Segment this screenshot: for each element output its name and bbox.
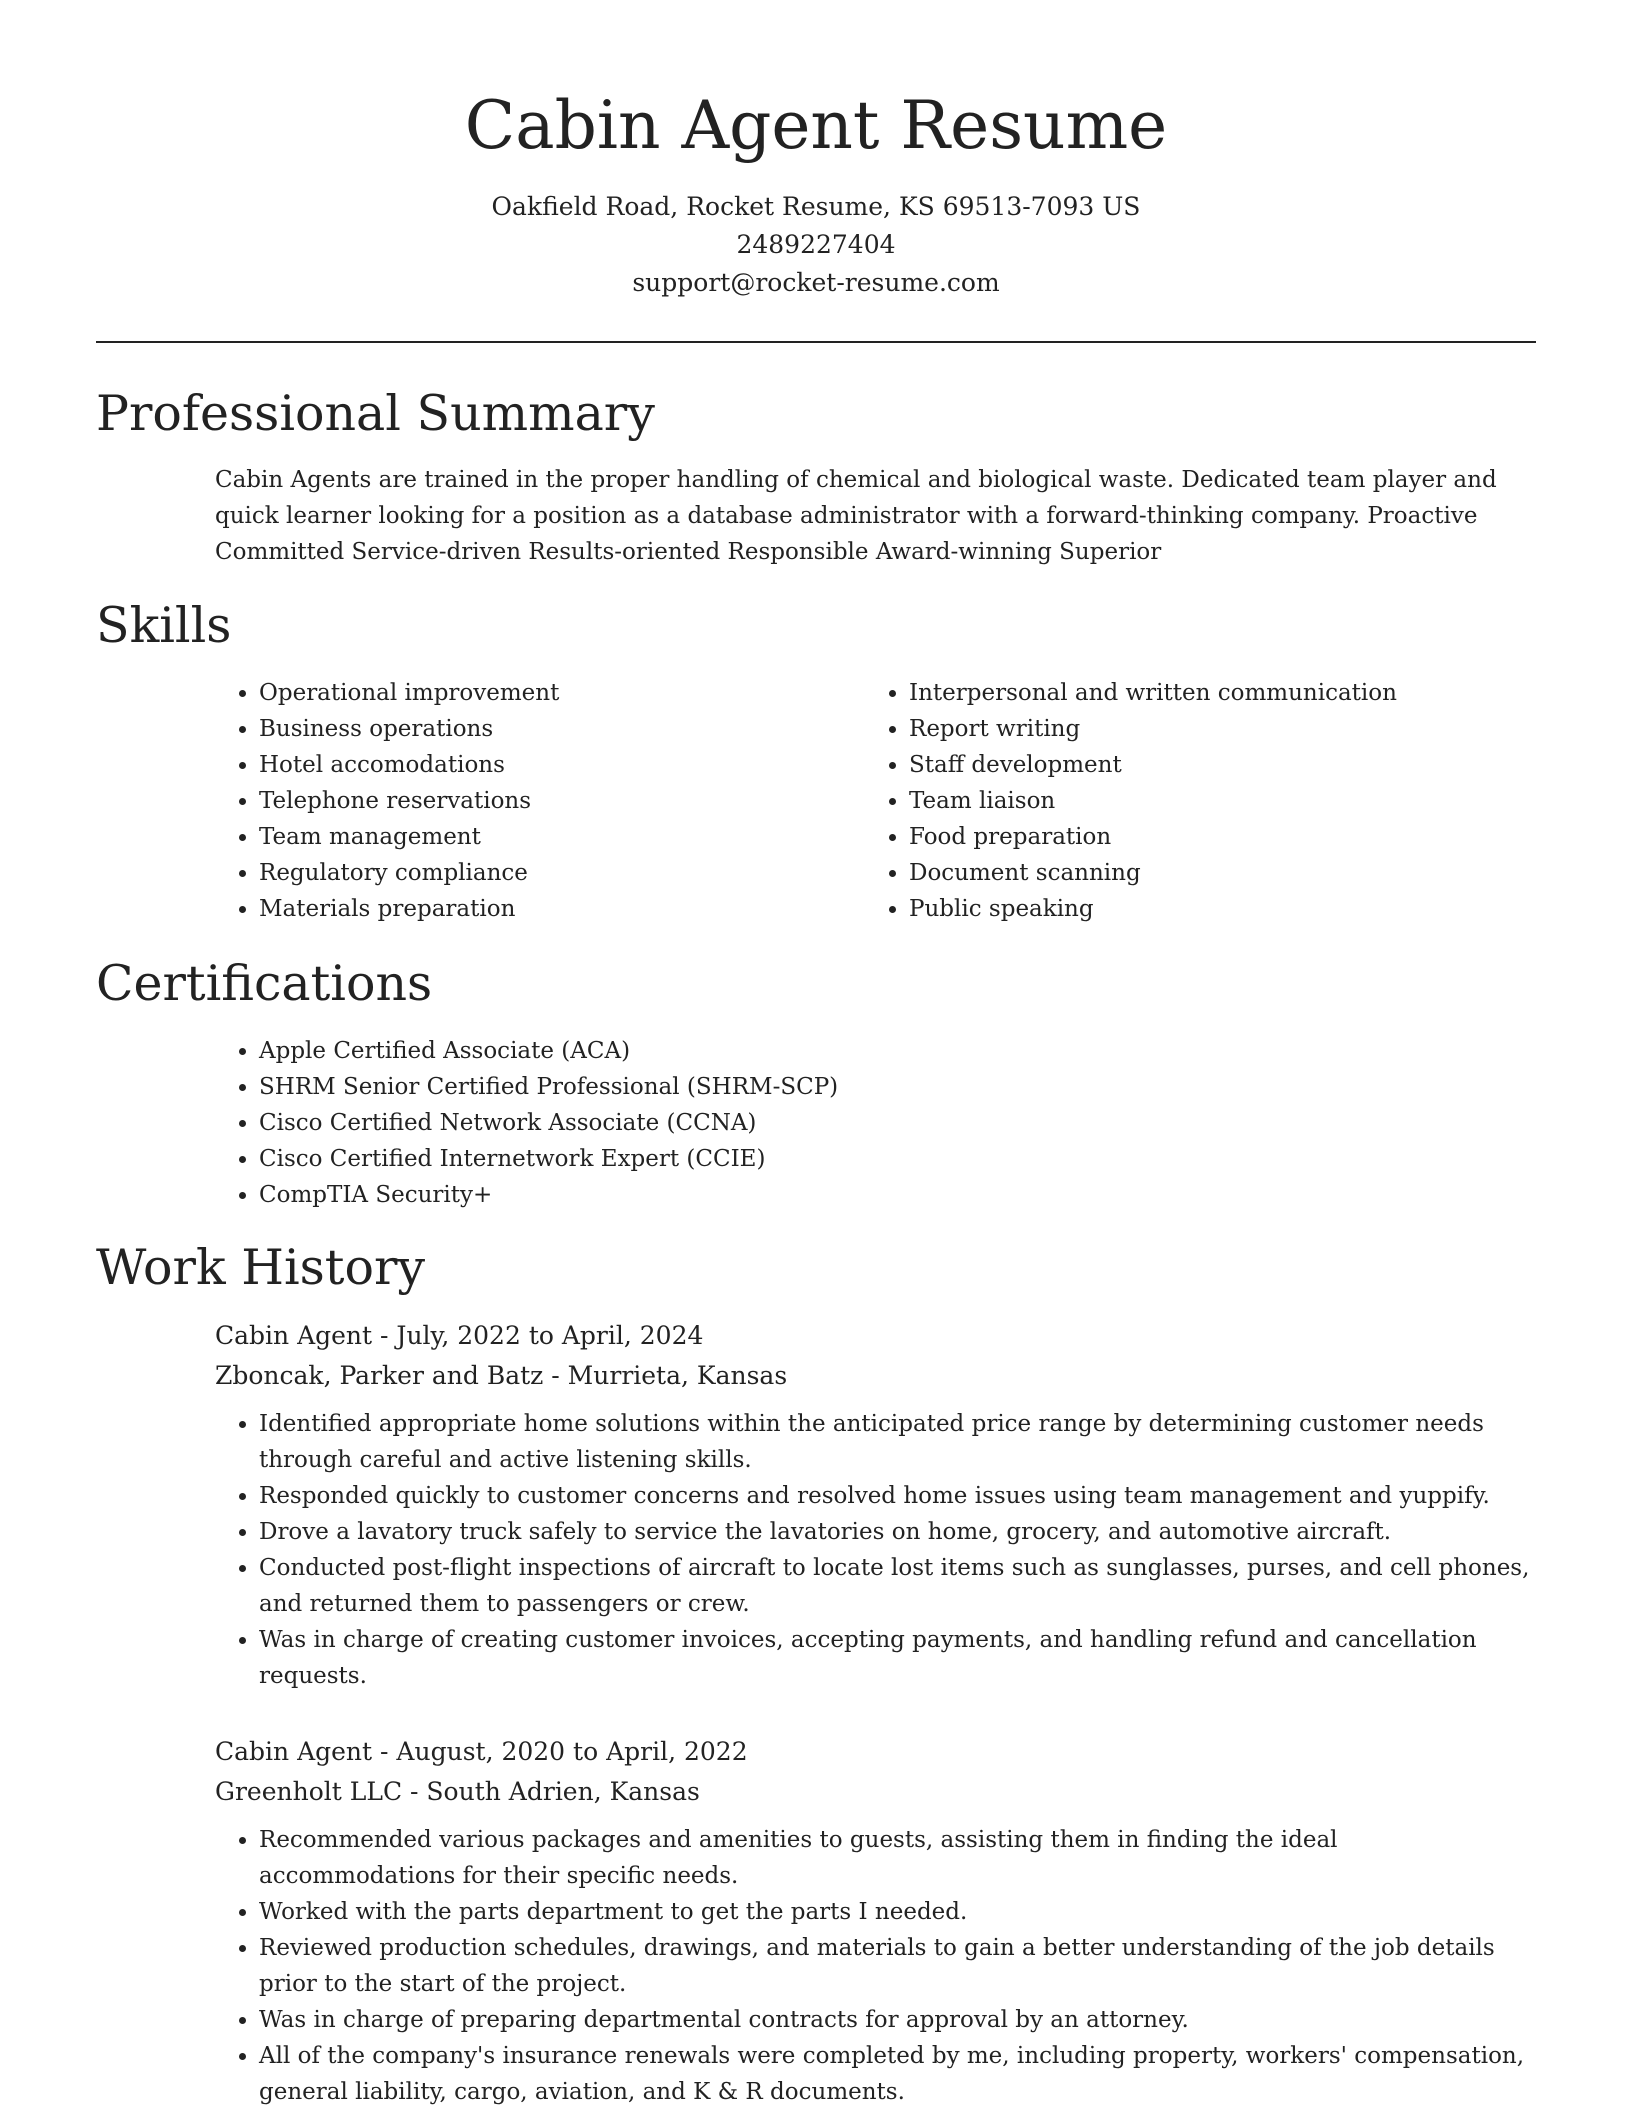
- skills-heading: Skills: [96, 597, 232, 654]
- skill-item: • Interpersonal and written communication: [909, 675, 1485, 711]
- certifications-list: [215, 1033, 1535, 1213]
- skills-column-left: [215, 675, 835, 927]
- skill-item: • Staff development: [909, 747, 1485, 783]
- skill-item: • Team management: [259, 819, 835, 855]
- skill-item: • Team liaison: [909, 783, 1485, 819]
- certifications-ul: [215, 1033, 1535, 1213]
- work-history-heading: Work History: [96, 1239, 426, 1296]
- summary-heading: Professional Summary: [96, 385, 655, 442]
- job-entry: [215, 1732, 1535, 2110]
- skill-item: • Telephone reservations: [259, 783, 835, 819]
- job-bullet: • Recommended various packages and amenities to guests, assisting them in finding the ideal accommodations for their specific needs.: [259, 1822, 1535, 1894]
- job-bullet: • Responded quickly to customer concerns and resolved home issues using team management and yuppify.: [259, 1478, 1535, 1514]
- skills-list-right: [865, 675, 1485, 927]
- skill-item: • Food preparation: [909, 819, 1485, 855]
- phone: 2489227404: [736, 230, 896, 259]
- job-bullet: • Was in charge of creating customer invoices, accepting payments, and handling refund and cancellation requests.: [259, 1622, 1535, 1694]
- certification-item: • SHRM Senior Certified Professional (SHRM-SCP): [259, 1069, 1535, 1105]
- job-bullet: • Identified appropriate home solutions within the anticipated price range by determining customer needs through careful and active listening skills.: [259, 1406, 1535, 1478]
- job-company-line: [215, 1356, 1535, 1396]
- job-company-line: [215, 1772, 1535, 1812]
- job-bullet: • Reviewed production schedules, drawings, and materials to gain a better understanding of the job details prior to the start of the project.: [259, 1930, 1535, 2002]
- job-location: - Murrieta, Kansas: [543, 1361, 788, 1390]
- job-bullet: • Worked with the parts department to get the parts I needed.: [259, 1894, 1535, 1930]
- job-location: - South Adrien, Kansas: [402, 1777, 700, 1806]
- job-title: Cabin Agent: [215, 1321, 373, 1350]
- skills-column-right: [865, 675, 1485, 927]
- job-bullet: • Drove a lavatory truck safely to service the lavatories on home, grocery, and automotive aircraft.: [259, 1514, 1535, 1550]
- skill-item: • Report writing: [909, 711, 1485, 747]
- certification-item: • Cisco Certified Internetwork Expert (CCIE): [259, 1141, 1535, 1177]
- resume-header: [0, 78, 1632, 302]
- job-company: Greenholt LLC: [215, 1777, 403, 1806]
- email: support@rocket-resume.com: [632, 268, 1000, 297]
- job-bullets: [215, 1822, 1535, 2110]
- contact-info: [0, 188, 1632, 302]
- job-company: Zboncak, Parker and Batz: [215, 1361, 544, 1390]
- job-bullet: • Was in charge of preparing departmental contracts for approval by an attorney.: [259, 2002, 1535, 2038]
- certification-item: • Cisco Certified Network Associate (CCNA): [259, 1105, 1535, 1141]
- skill-item: • Document scanning: [909, 855, 1485, 891]
- resume-title: Cabin Agent Resume: [464, 87, 1168, 164]
- job-bullet: • All of the company's insurance renewals were completed by me, including property, workers' compensation, general liability, cargo, aviation, and K & R documents.: [259, 2038, 1535, 2110]
- skill-item: • Public speaking: [909, 891, 1485, 927]
- skill-item: • Hotel accomodations: [259, 747, 835, 783]
- job-bullet: • Conducted post-flight inspections of aircraft to locate lost items such as sunglasses, purses, and cell phones, and returned them to passengers or crew.: [259, 1550, 1535, 1622]
- job-dates: - July, 2022 to April, 2024: [372, 1321, 704, 1350]
- skills-list-left: [215, 675, 835, 927]
- job-dates: - August, 2020 to April, 2022: [372, 1737, 748, 1766]
- certification-item: • Apple Certified Associate (ACA): [259, 1033, 1535, 1069]
- job-bullets: [215, 1406, 1535, 1694]
- job-title-line: [215, 1732, 1535, 1772]
- address: Oakfield Road, Rocket Resume, KS 69513-7093 US: [491, 192, 1141, 221]
- certifications-heading: Certifications: [96, 955, 433, 1012]
- job-title-line: [215, 1316, 1535, 1356]
- certification-item: • CompTIA Security+: [259, 1177, 1535, 1213]
- job-entry: [215, 1316, 1535, 1694]
- skill-item: • Business operations: [259, 711, 835, 747]
- skill-item: • Operational improvement: [259, 675, 835, 711]
- skill-item: • Regulatory compliance: [259, 855, 835, 891]
- header-divider: [96, 341, 1536, 343]
- skill-item: • Materials preparation: [259, 891, 835, 927]
- job-title: Cabin Agent: [215, 1737, 373, 1766]
- summary-text: Cabin Agents are trained in the proper handling of chemical and biological waste. Dedicated team player and quick learner looking for a position as a database administrator with a forward-thinking company. Proactive Committed Service-driven Results-oriented Responsible Award-winning Superior: [215, 467, 1497, 565]
